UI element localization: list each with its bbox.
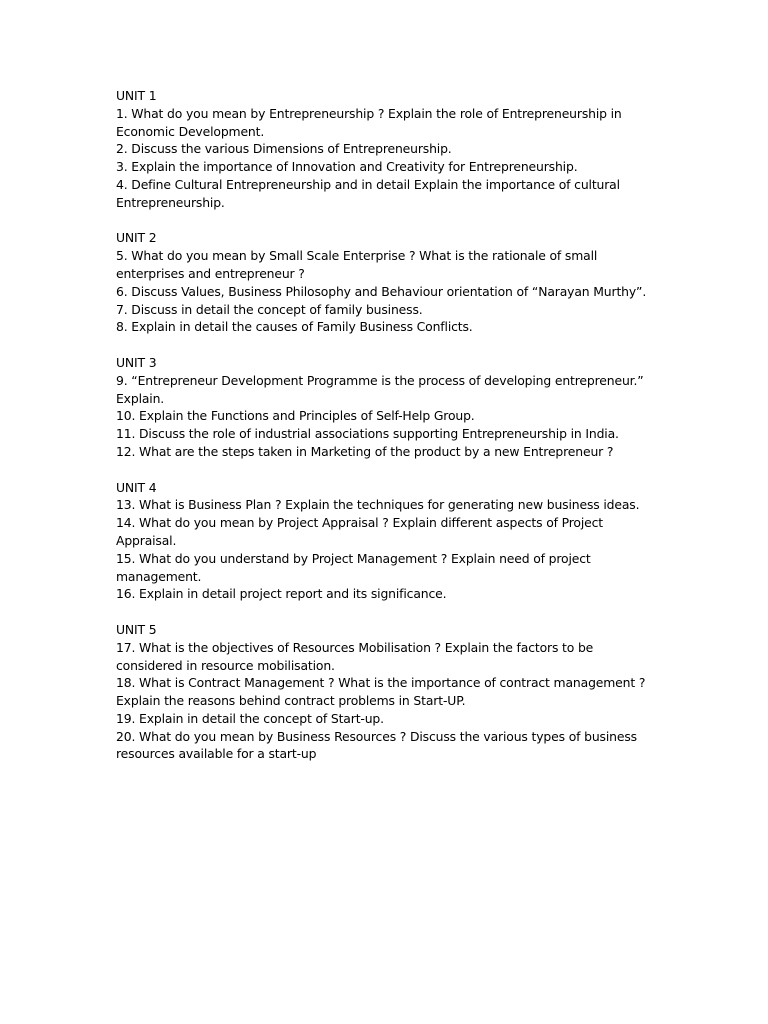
unit-4-title: UNIT 4 — [116, 479, 157, 495]
question-18: 18. What is Contract Management ? What is the importance of contract management ? Explain the reasons behind contract problems in Start-UP. — [116, 675, 646, 709]
question-11: 11. Discuss the role of industrial associations supporting Entrepreneurship in India. — [116, 426, 619, 442]
question-16: 16. Explain in detail project report and its significance. — [116, 586, 447, 602]
question-9: 9. “Entrepreneur Development Programme is the process of developing entrepreneur.” Explain. — [116, 372, 644, 406]
question-1: 1. What do you mean by Entrepreneurship ? Explain the role of Entrepreneurship in Economic Development. — [116, 105, 622, 139]
unit-1-title: UNIT 1 — [116, 88, 157, 103]
unit-5-section — [116, 621, 661, 763]
unit-1-section — [116, 87, 661, 212]
question-7: 7. Discuss in detail the concept of family business. — [116, 301, 423, 317]
question-12: 12. What are the steps taken in Marketing of the product by a new Entrepreneur ? — [116, 443, 614, 459]
unit-3-title: UNIT 3 — [116, 354, 157, 370]
question-17: 17. What is the objectives of Resources Mobilisation ? Explain the factors to be considered in resource mobilisation. — [116, 639, 594, 673]
unit-3-section — [116, 354, 661, 461]
question-19: 19. Explain in detail the concept of Start-up. — [116, 710, 384, 726]
question-10: 10. Explain the Functions and Principles of Self-Help Group. — [116, 408, 475, 424]
unit-5-title: UNIT 5 — [116, 621, 157, 637]
unit-2-title: UNIT 2 — [116, 230, 157, 246]
question-4: 4. Define Cultural Entrepreneurship and in detail Explain the importance of cultural Entrepreneurship. — [116, 176, 620, 210]
question-13: 13. What is Business Plan ? Explain the techniques for generating new business ideas. — [116, 497, 640, 513]
unit-4-section — [116, 479, 661, 604]
question-3: 3. Explain the importance of Innovation and Creativity for Entrepreneurship. — [116, 159, 578, 175]
question-20: 20. What do you mean by Business Resources ? Discuss the various types of business resources available for a start-up — [116, 728, 637, 762]
question-2: 2. Discuss the various Dimensions of Entrepreneurship. — [116, 141, 452, 157]
question-8: 8. Explain in detail the causes of Family Business Conflicts. — [116, 319, 473, 335]
question-6: 6. Discuss Values, Business Philosophy and Behaviour orientation of “Narayan Murthy”. — [116, 283, 647, 299]
question-14: 14. What do you mean by Project Appraisal ? Explain different aspects of Project Appraisal. — [116, 515, 603, 548]
question-15: 15. What do you understand by Project Management ? Explain need of project management. — [116, 550, 591, 584]
document-page — [116, 87, 661, 781]
unit-2-section — [116, 229, 661, 336]
question-5: 5. What do you mean by Small Scale Enterprise ? What is the rationale of small enterprises and entrepreneur ? — [116, 248, 598, 281]
